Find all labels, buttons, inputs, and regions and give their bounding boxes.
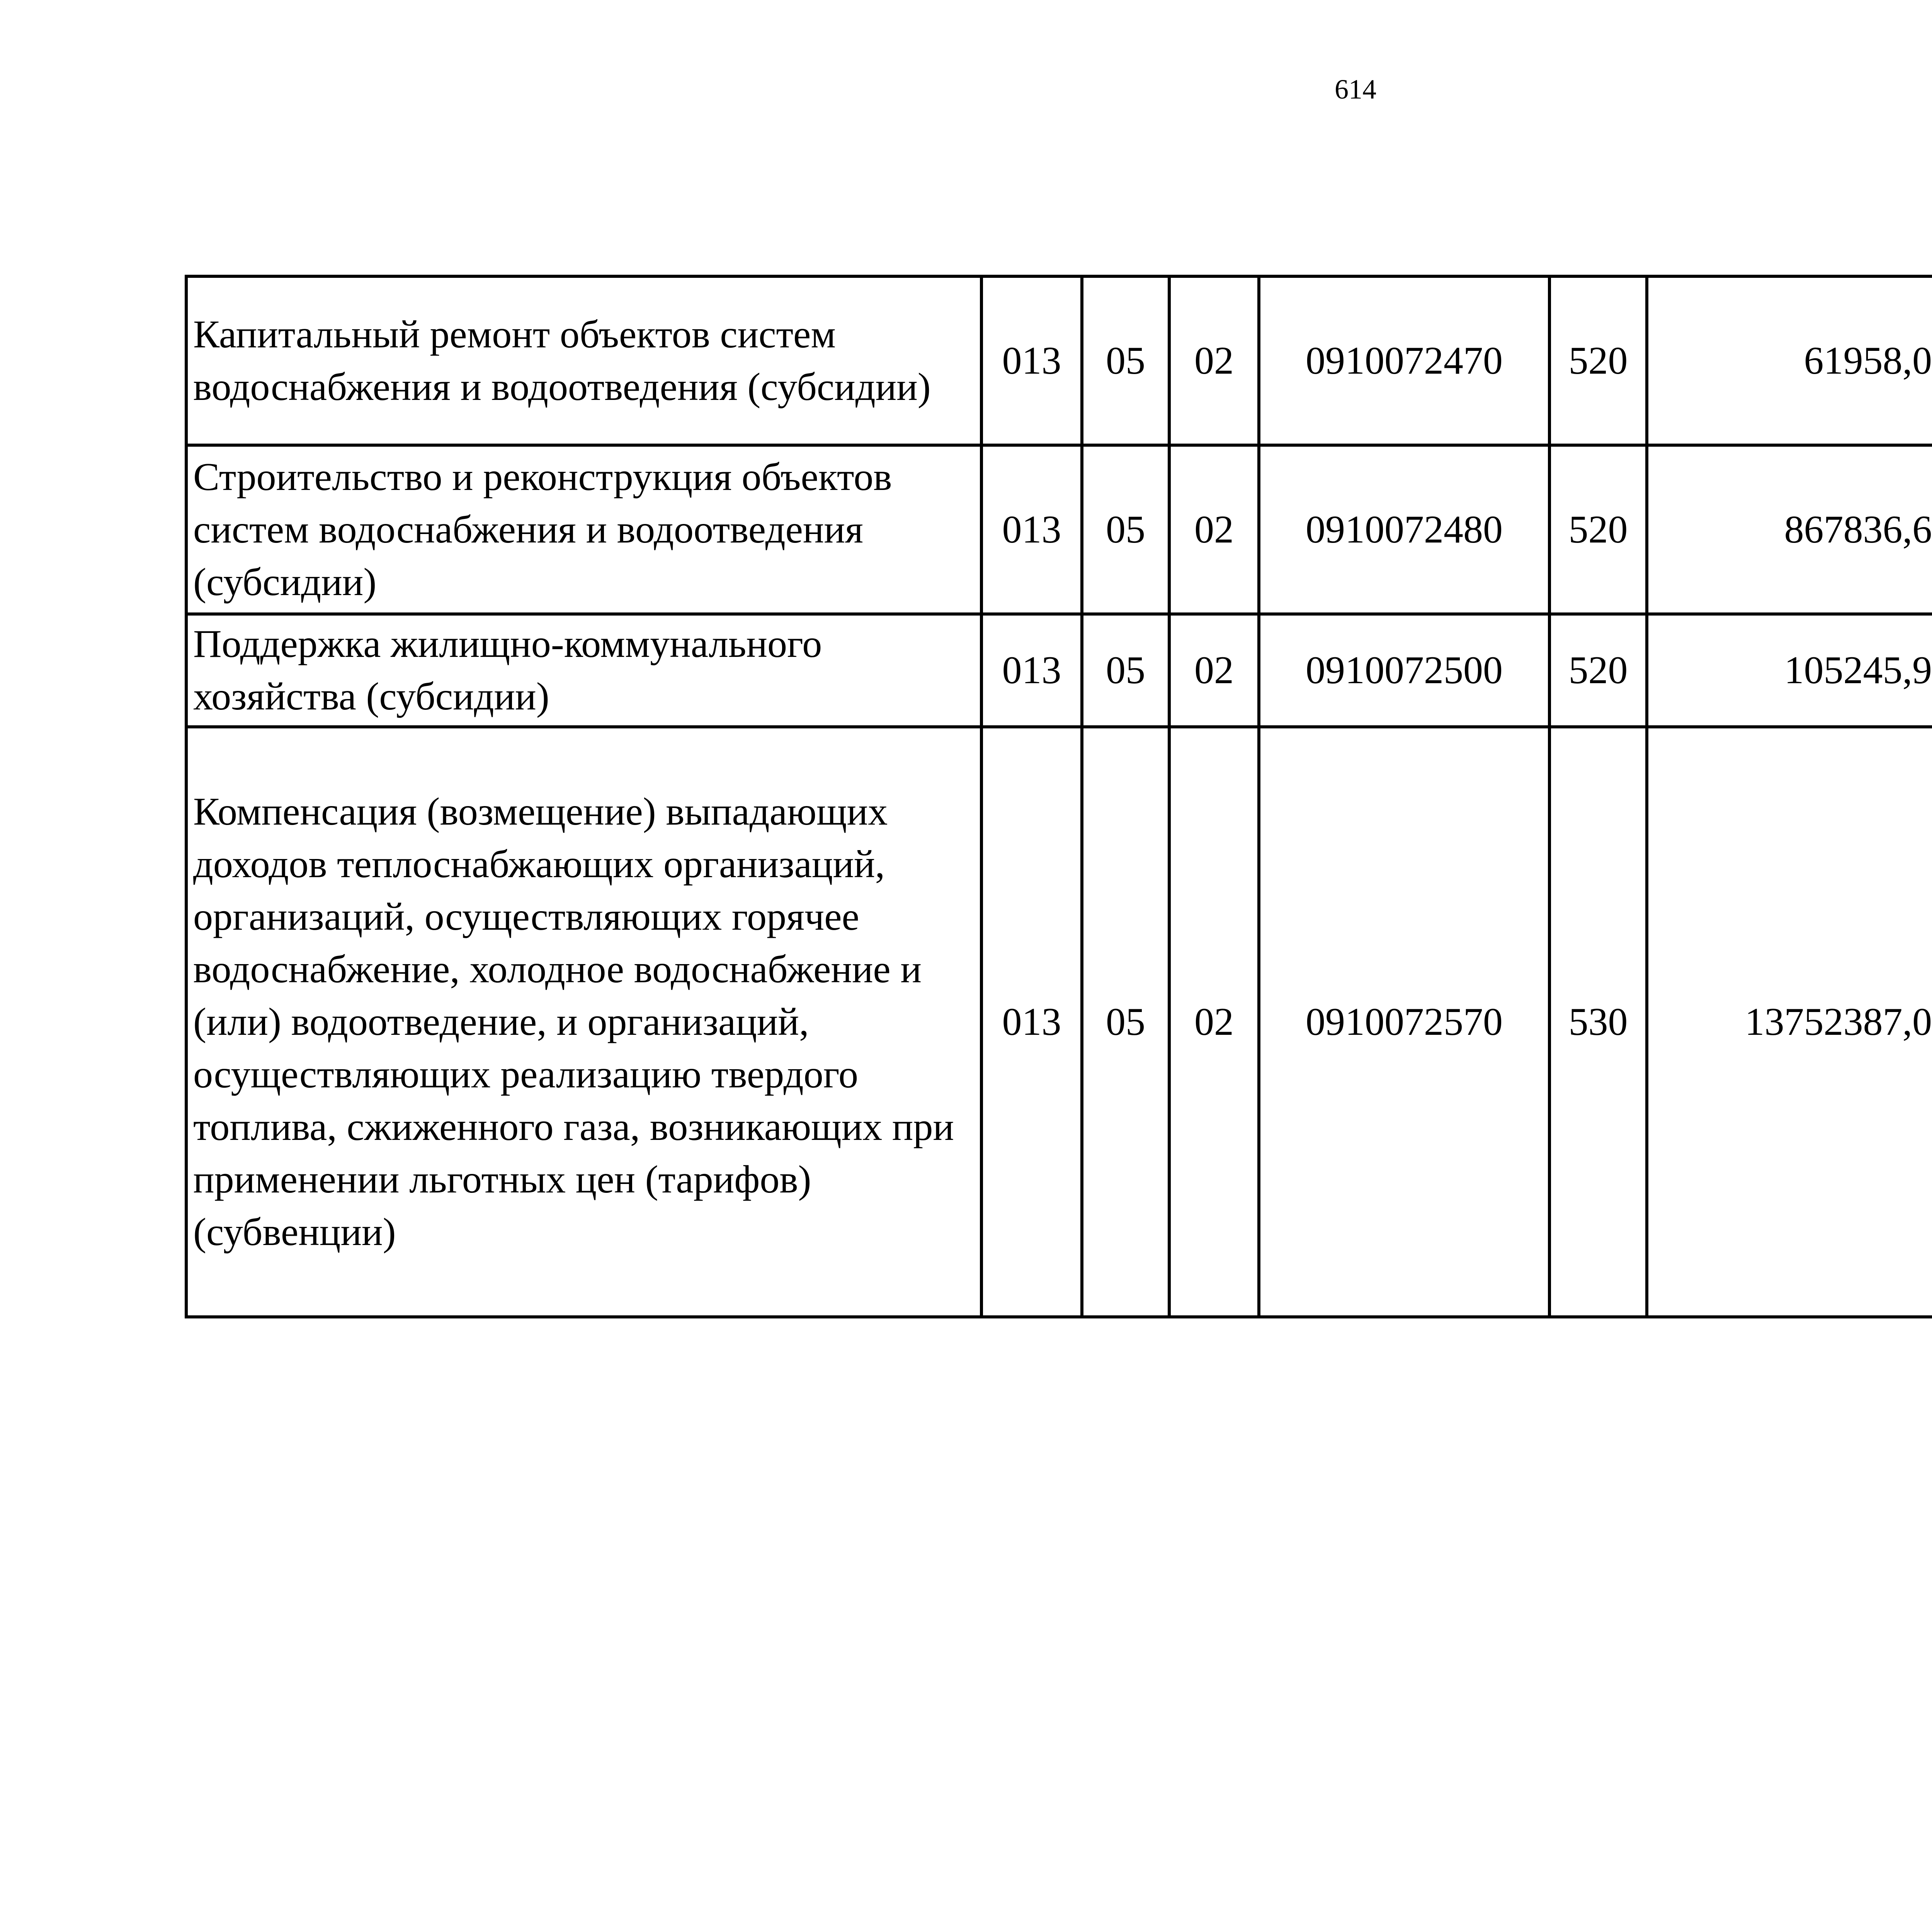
target-article-code: 0910072470 <box>1259 276 1549 445</box>
ministry-code: 013 <box>981 614 1082 727</box>
row-description: Поддержка жилищно-коммунального хозяйства (субсидии) <box>186 614 981 727</box>
section-code: 05 <box>1082 445 1169 614</box>
amount-1: 61958,0 <box>1647 276 1932 445</box>
target-article-code: 0910072500 <box>1259 614 1549 727</box>
expense-type-code: 520 <box>1549 276 1647 445</box>
subsection-code: 02 <box>1169 614 1259 727</box>
target-article-code: 0910072570 <box>1259 727 1549 1317</box>
ministry-code: 013 <box>981 276 1082 445</box>
subsection-code: 02 <box>1169 727 1259 1317</box>
row-description: Капитальный ремонт объектов систем водоснабжения и водоотведения (субсидии) <box>186 276 981 445</box>
amount-1: 867836,6 <box>1647 445 1932 614</box>
expense-type-code: 530 <box>1549 727 1647 1317</box>
expense-type-code: 520 <box>1549 445 1647 614</box>
section-code: 05 <box>1082 727 1169 1317</box>
page-number: 614 <box>1335 74 1376 105</box>
budget-table <box>185 275 1932 1318</box>
table-row <box>186 727 1932 1317</box>
subsection-code: 02 <box>1169 276 1259 445</box>
table-row <box>186 614 1932 727</box>
table-row <box>186 276 1932 445</box>
row-description: Строительство и реконструкция объектов систем водоснабжения и водоотведения (субсидии) <box>186 445 981 614</box>
ministry-code: 013 <box>981 727 1082 1317</box>
ministry-code: 013 <box>981 445 1082 614</box>
section-code: 05 <box>1082 614 1169 727</box>
table-row <box>186 445 1932 614</box>
amount-1: 13752387,0 <box>1647 727 1932 1317</box>
expense-type-code: 520 <box>1549 614 1647 727</box>
subsection-code: 02 <box>1169 445 1259 614</box>
target-article-code: 0910072480 <box>1259 445 1549 614</box>
section-code: 05 <box>1082 276 1169 445</box>
amount-1: 105245,9 <box>1647 614 1932 727</box>
row-description: Компенсация (возмещение) выпадающих доходов теплоснабжающих организаций, организаций, осуществляющих горячее водоснабжение, холодное водоснабжение и (или) водоотведение, и организаций, осуществляющих реализацию твердого топлива, сжиженного газа, возникающих при применении льготных цен (тарифов) (субвенции) <box>186 727 981 1317</box>
